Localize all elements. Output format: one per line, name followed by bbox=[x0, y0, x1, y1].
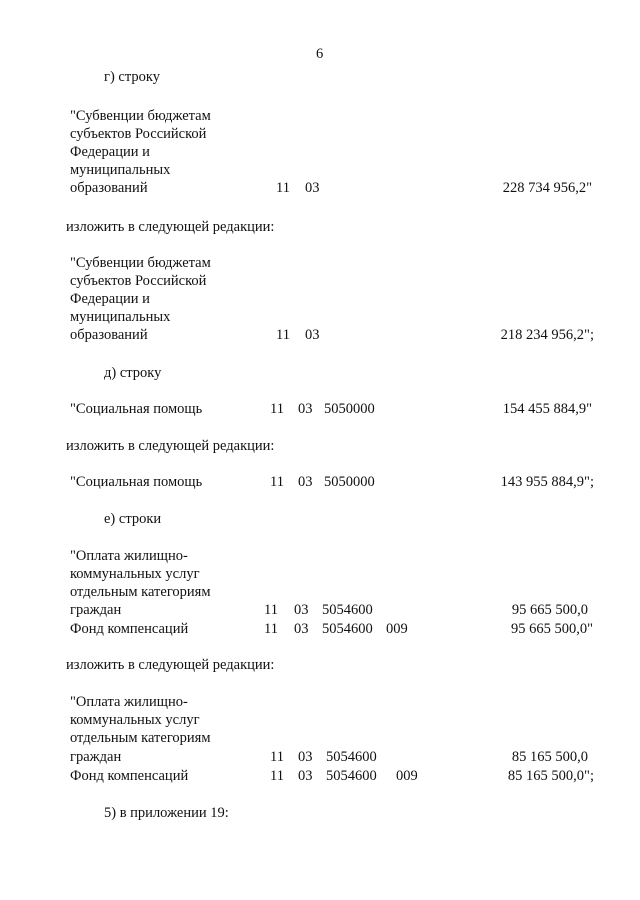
item-d-old-csr: 5050000 bbox=[324, 401, 375, 417]
item-d-old-name: "Социальная помощь bbox=[70, 401, 203, 417]
item-d-intro: д) строку bbox=[104, 365, 162, 381]
item-g-old-name-line-2: субъектов Российской bbox=[70, 126, 207, 142]
item-e-new-sub-csr: 5054600 bbox=[326, 768, 377, 784]
item-e-new-csr: 5054600 bbox=[326, 749, 377, 765]
item-e-new-sub-name: Фонд компенсаций bbox=[70, 768, 189, 784]
item-e-old-name-line-4: граждан bbox=[70, 602, 122, 618]
item-e-new-sub-vr: 009 bbox=[396, 768, 418, 784]
item-e-old-csr: 5054600 bbox=[322, 602, 373, 618]
item-e-new-name-line-2: коммунальных услуг bbox=[70, 712, 200, 728]
item-e-old-sub-vr: 009 bbox=[386, 621, 408, 637]
item-e-old-rz: 11 bbox=[264, 602, 278, 618]
item-e-new-name-line-1: "Оплата жилищно- bbox=[70, 694, 188, 710]
item-e-new-pr: 03 bbox=[298, 749, 313, 765]
item-g-old-amount: 228 734 956,2" bbox=[502, 180, 592, 196]
item-g-new-rz: 11 bbox=[276, 327, 290, 343]
item-g-old-name-line-5: образований bbox=[70, 180, 148, 196]
item-d-new-rz: 11 bbox=[270, 474, 284, 490]
item-e-old-name-line-2: коммунальных услуг bbox=[70, 566, 200, 582]
item-e-new-name-line-3: отдельным категориям bbox=[70, 730, 211, 746]
item-e-old-sub-pr: 03 bbox=[294, 621, 309, 637]
item-e-old-pr: 03 bbox=[294, 602, 309, 618]
item-d-new-amount: 143 955 884,9"; bbox=[500, 474, 594, 490]
item-g-new-name-line-2: субъектов Российской bbox=[70, 273, 207, 289]
item-d-new-pr: 03 bbox=[298, 474, 313, 490]
item-e-old-sub-amount: 95 665 500,0" bbox=[510, 621, 593, 637]
item-d-new-name: "Социальная помощь bbox=[70, 474, 203, 490]
item-g-old-name-line-4: муниципальных bbox=[70, 162, 171, 178]
item-e-new-rz: 11 bbox=[270, 749, 284, 765]
item-e-intro: е) строки bbox=[104, 511, 162, 527]
item-e-old-sub-name: Фонд компенсаций bbox=[70, 621, 189, 637]
item-e-new-sub-amount: 85 165 500,0"; bbox=[507, 768, 594, 784]
item-e-old-sub-rz: 11 bbox=[264, 621, 278, 637]
item-d-old-amount: 154 455 884,9" bbox=[502, 401, 592, 417]
item-g-old-rz: 11 bbox=[276, 180, 290, 196]
item-e-old-name-line-3: отдельным категориям bbox=[70, 584, 211, 600]
item-e-replace-text: изложить в следующей редакции: bbox=[66, 657, 275, 673]
item-g-new-name-line-3: Федерации и bbox=[70, 291, 150, 307]
item-e-new-amount: 85 165 500,0 bbox=[511, 749, 588, 765]
item-g-new-name-line-5: образований bbox=[70, 327, 148, 343]
item-d-new-csr: 5050000 bbox=[324, 474, 375, 490]
item-e-new-sub-pr: 03 bbox=[298, 768, 313, 784]
item-e-new-name-line-4: граждан bbox=[70, 749, 122, 765]
item-e-old-sub-csr: 5054600 bbox=[322, 621, 373, 637]
item-g-old-name-line-1: "Субвенции бюджетам bbox=[70, 108, 211, 124]
item-d-old-pr: 03 bbox=[298, 401, 313, 417]
item-e-old-amount: 95 665 500,0 bbox=[511, 602, 588, 618]
item-g-old-name-line-3: Федерации и bbox=[70, 144, 150, 160]
item-e-new-sub-rz: 11 bbox=[270, 768, 284, 784]
item-g-replace-text: изложить в следующей редакции: bbox=[66, 219, 275, 235]
item-g-new-pr: 03 bbox=[305, 327, 320, 343]
item-g-new-name-line-1: "Субвенции бюджетам bbox=[70, 255, 211, 271]
item-g-old-pr: 03 bbox=[305, 180, 320, 196]
item-g-new-amount: 218 234 956,2"; bbox=[500, 327, 594, 343]
item-d-old-rz: 11 bbox=[270, 401, 284, 417]
item-g-intro: г) строку bbox=[104, 69, 160, 85]
final-line: 5) в приложении 19: bbox=[104, 805, 229, 821]
item-d-replace-text: изложить в следующей редакции: bbox=[66, 438, 275, 454]
item-e-old-name-line-1: "Оплата жилищно- bbox=[70, 548, 188, 564]
page-number: 6 bbox=[316, 46, 324, 62]
item-g-new-name-line-4: муниципальных bbox=[70, 309, 171, 325]
